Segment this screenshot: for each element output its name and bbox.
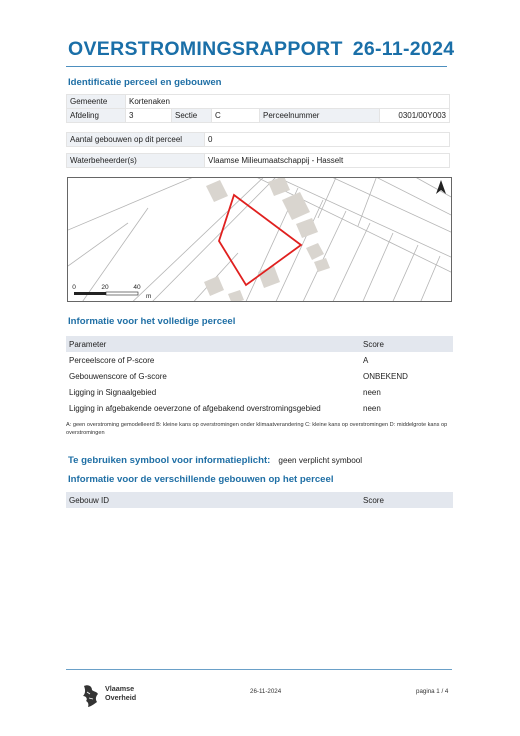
afdeling-row — [67, 109, 450, 123]
symbol-value: geen verplicht symbool — [278, 456, 363, 465]
footer-divider — [66, 669, 452, 670]
building — [206, 180, 228, 202]
row-score: neen — [363, 387, 381, 397]
parameter-table — [66, 336, 453, 416]
row-score: neen — [363, 403, 381, 413]
row-param: Ligging in afgebakende oeverzone of afgebakend overstromingsgebied — [69, 403, 321, 413]
building — [282, 192, 310, 220]
title-text: OVERSTROMINGSRAPPORT — [68, 38, 343, 60]
sectie-label: Sectie — [172, 109, 212, 123]
symbol-label: Te gebruiken symbool voor informatieplicht: — [68, 455, 271, 466]
parcel-map-svg — [68, 178, 452, 302]
building — [268, 178, 290, 196]
gebouwen-label: Aantal gebouwen op dit perceel — [67, 133, 205, 147]
column-gebouw-id: Gebouw ID — [66, 492, 360, 508]
gemeente-row — [67, 95, 450, 109]
waterbeheerder-table — [66, 153, 450, 168]
score-legend: A: geen overstroming gemodelleerd B: kleine kans op overstromingen onder klimaatverandering C: kleine kans op overstromingen D: middelgrote kans op overstromingen — [66, 422, 448, 436]
scale-label-40: 40 — [133, 284, 141, 291]
table-row — [66, 352, 453, 368]
waterbeheerder-label: Waterbeheerder(s) — [67, 154, 205, 168]
logo-line-1: Vlaamse — [105, 684, 135, 693]
building — [296, 218, 318, 238]
building — [306, 243, 324, 260]
cadastral-lines — [68, 178, 452, 302]
buildings-table — [66, 492, 453, 508]
column-score: Score — [360, 336, 453, 352]
logo-text — [105, 685, 136, 702]
gebouwen-value: 0 — [205, 133, 450, 147]
page-number: pagina 1 / 4 — [416, 688, 449, 695]
waterbeheerder-value: Vlaamse Milieumaatschappij - Hasselt — [205, 154, 450, 168]
table-row — [66, 368, 453, 384]
buildings-heading: Informatie voor de verschillende gebouwen op het perceel — [68, 474, 334, 485]
gemeente-value: Kortenaken — [126, 95, 450, 109]
gebouwen-table — [66, 132, 450, 147]
symbol-info — [68, 450, 362, 468]
gebouwen-row — [67, 133, 450, 147]
report-title — [68, 38, 454, 61]
building — [228, 290, 244, 302]
perceelnummer-value: 0301/00Y003 — [380, 109, 450, 123]
gemeente-label: Gemeente — [67, 95, 126, 109]
identification-heading: Identificatie perceel en gebouwen — [68, 77, 222, 88]
buildings — [204, 178, 330, 302]
title-divider — [66, 66, 447, 67]
scale-label-0: 0 — [72, 284, 76, 291]
column-parameter: Parameter — [66, 336, 360, 352]
row-param: Gebouwenscore of G-score — [69, 371, 167, 381]
scale-unit: m — [146, 293, 152, 300]
footer-date: 26-11-2024 — [250, 688, 282, 695]
column-score: Score — [360, 492, 453, 508]
afdeling-label: Afdeling — [67, 109, 126, 123]
waterbeheerder-row — [67, 154, 450, 168]
table-row — [66, 384, 453, 400]
scale-label-20: 20 — [101, 284, 109, 291]
afdeling-value: 3 — [126, 109, 172, 123]
parameter-table-header — [66, 336, 453, 352]
building — [204, 276, 224, 296]
parcel-map — [67, 177, 452, 302]
scale-bar — [72, 284, 151, 300]
identification-table — [66, 94, 450, 123]
row-score: A — [363, 355, 369, 365]
building — [314, 258, 330, 272]
logo-line-2: Overheid — [105, 692, 137, 702]
row-param: Perceelscore of P-score — [69, 355, 155, 365]
table-row — [66, 400, 453, 416]
full-parcel-heading: Informatie voor het volledige perceel — [68, 316, 236, 327]
sectie-value: C — [212, 109, 260, 123]
buildings-table-header — [66, 492, 453, 508]
perceelnummer-label: Perceelnummer — [260, 109, 380, 123]
title-date: 26-11-2024 — [352, 38, 455, 60]
north-arrow-icon — [436, 180, 446, 194]
row-param: Ligging in Signaalgebied — [69, 387, 157, 397]
row-score: ONBEKEND — [363, 371, 408, 381]
